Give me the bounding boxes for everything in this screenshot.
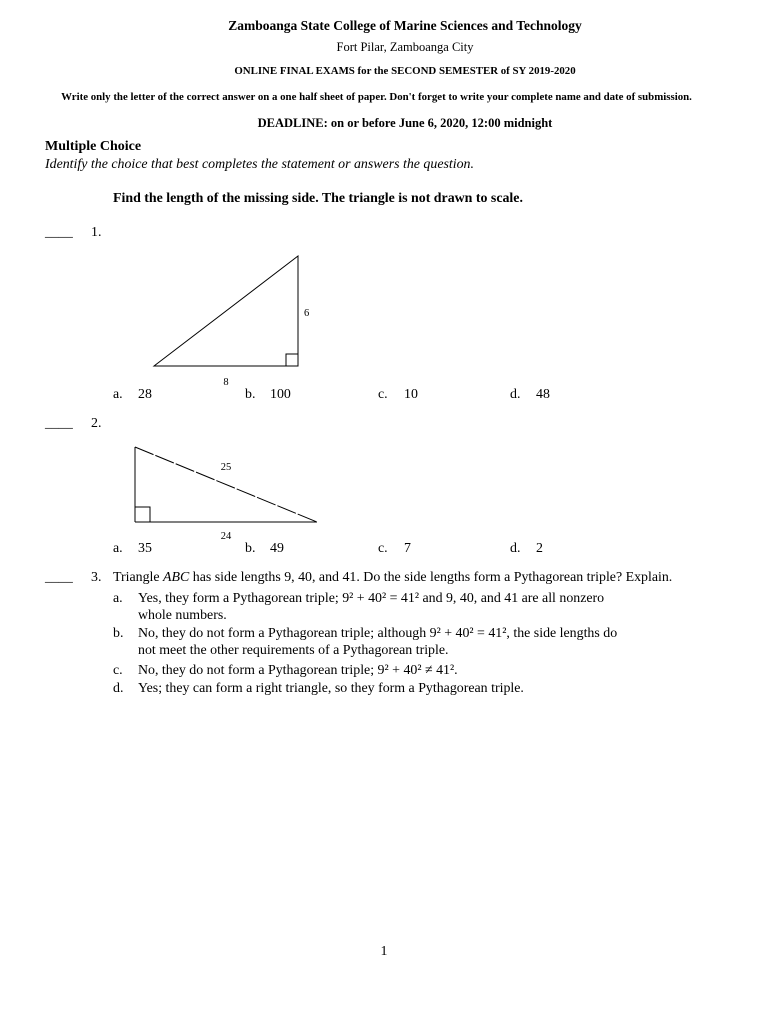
side-label-hypotenuse: 25 <box>220 462 232 473</box>
question-number: 1. <box>91 225 102 240</box>
choice-text: not meet the other requirements of a Pythagorean triple. <box>138 643 449 658</box>
side-label-bottom: 24 <box>220 531 232 542</box>
right-angle-marker <box>286 354 298 366</box>
deadline-notice: DEADLINE: on or before June 6, 2020, 12:00 midnight <box>257 116 553 130</box>
question-prompt: Find the length of the missing side. The triangle is not drawn to scale. <box>113 191 523 206</box>
answer-blank: ____ <box>45 225 73 240</box>
right-angle-marker <box>135 507 150 522</box>
choice-letter: c. <box>113 663 123 678</box>
choice-letter: d. <box>510 541 521 556</box>
section-title: Multiple Choice <box>45 139 142 154</box>
choice-letter: a. <box>113 591 123 606</box>
stem-text: has side lengths 9, 40, and 41. Do the side lengths form a Pythagorean triple? Explain. <box>189 570 673 585</box>
answer-blank: ____ <box>45 570 73 585</box>
institution-location: Fort Pilar, Zamboanga City <box>336 40 474 54</box>
choice-text: 28 <box>138 387 152 402</box>
page-number: 1 <box>380 944 388 959</box>
choice-letter: b. <box>245 387 256 402</box>
choice-text: 35 <box>138 541 152 556</box>
question-number: 3. <box>91 570 102 585</box>
question-number: 2. <box>91 416 102 431</box>
choice-letter: c. <box>378 387 388 402</box>
institution-name: Zamboanga State College of Marine Sciences and Technology <box>228 18 582 33</box>
choice-letter: d. <box>113 681 124 696</box>
section-directions: Identify the choice that best completes the statement or answers the question. <box>45 157 474 172</box>
choice-text: 10 <box>404 387 418 402</box>
stem-triangle-name: ABC <box>163 570 190 585</box>
choice-letter: a. <box>113 541 123 556</box>
choice-letter: d. <box>510 387 521 402</box>
answer-blank: ____ <box>45 416 73 431</box>
choice-text: Yes; they can form a right triangle, so they form a Pythagorean triple. <box>138 681 524 696</box>
question-stem <box>113 570 672 586</box>
triangle-figure-2 <box>115 440 340 545</box>
hypotenuse <box>135 447 317 522</box>
choice-text: whole numbers. <box>138 608 227 623</box>
choice-text: 7 <box>404 541 411 556</box>
choice-letter: b. <box>113 626 124 641</box>
triangle-figure-1 <box>115 240 340 388</box>
choice-text: 100 <box>270 387 291 402</box>
side-label-vertical: 6 <box>304 308 310 319</box>
choice-text: 48 <box>536 387 550 402</box>
right-triangle <box>154 256 298 366</box>
exam-title: ONLINE FINAL EXAMS for the SECOND SEMESTER of SY 2019-2020 <box>234 65 576 77</box>
choice-letter: a. <box>113 387 123 402</box>
choice-text: No, they do not form a Pythagorean triple; although 9² + 40² = 41², the side lengths do <box>138 626 618 641</box>
exam-instructions: Write only the letter of the correct answer on a one half sheet of paper. Don't forget to write your complete name and date of submission. <box>61 91 692 103</box>
stem-text: Triangle <box>113 570 164 585</box>
choice-text: 2 <box>536 541 543 556</box>
choice-letter: c. <box>378 541 388 556</box>
choice-text: No, they do not form a Pythagorean triple; 9² + 40² ≠ 41². <box>138 663 458 678</box>
side-label-bottom: 8 <box>223 377 229 388</box>
choice-letter: b. <box>245 541 256 556</box>
choice-text: 49 <box>270 541 284 556</box>
choice-text: Yes, they form a Pythagorean triple; 9² + 40² = 41² and 9, 40, and 41 are all nonzero <box>138 591 605 606</box>
